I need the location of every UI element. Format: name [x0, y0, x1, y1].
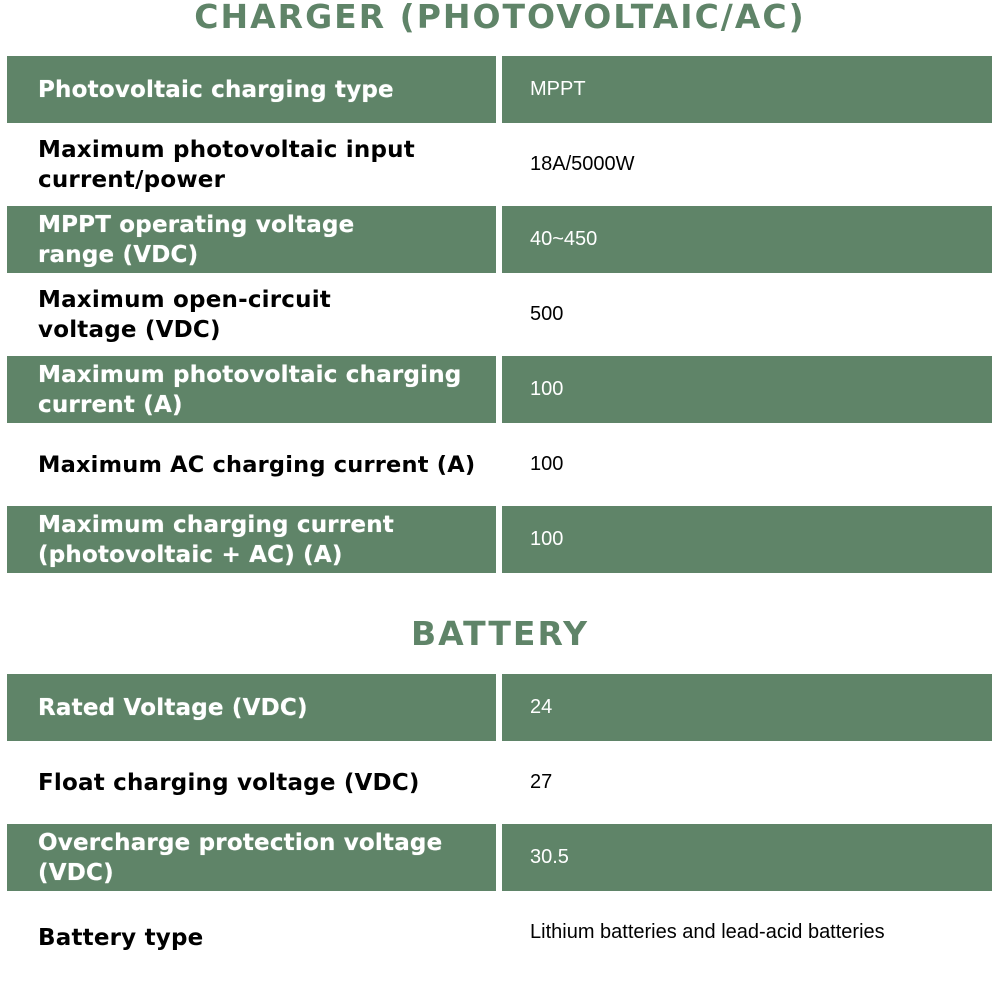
spec-label: MPPT operating voltage range (VDC) [7, 206, 496, 273]
spec-label: Maximum open-circuit voltage (VDC) [38, 286, 331, 343]
spec-label: Float charging voltage (VDC) [38, 769, 420, 796]
table-row [7, 899, 992, 966]
charger-spec-table [7, 56, 992, 573]
spec-value: 500 [530, 303, 564, 325]
spec-label: Maximum AC charging current (A) [38, 451, 476, 478]
spec-label: Maximum charging current (photovoltaic + AC) (A) [7, 506, 496, 573]
spec-label: Battery type [38, 924, 204, 951]
spec-label: Overcharge protection voltage (VDC) [7, 824, 496, 891]
table-row [7, 56, 992, 123]
spec-label: Photovoltaic charging type [7, 56, 496, 123]
spec-value: 18A/5000W [530, 153, 635, 175]
table-row [7, 824, 992, 891]
spec-label: Maximum photovoltaic input current/power [38, 136, 415, 193]
table-row [7, 431, 992, 498]
battery-section-title: BATTERY [411, 614, 589, 653]
spec-value: 27 [530, 771, 553, 793]
spec-value: MPPT [502, 56, 992, 123]
spec-value: 30.5 [502, 824, 992, 891]
spec-value: 24 [502, 674, 992, 741]
table-row [7, 674, 992, 741]
spec-label: Rated Voltage (VDC) [7, 674, 496, 741]
spec-value: 40~450 [502, 206, 992, 273]
table-row [7, 356, 992, 423]
table-row [7, 749, 992, 816]
table-row [7, 131, 992, 198]
charger-section-title: CHARGER (PHOTOVOLTAIC/AC) [194, 0, 806, 36]
spec-value: Lithium batteries and lead-acid batteries [530, 921, 885, 943]
spec-value: 100 [502, 506, 992, 573]
table-row [7, 506, 992, 573]
table-row [7, 206, 992, 273]
spec-value: 100 [530, 453, 564, 475]
spec-label: Maximum photovoltaic charging current (A) [7, 356, 496, 423]
table-row [7, 281, 992, 348]
spec-value: 100 [502, 356, 992, 423]
battery-spec-table [7, 674, 992, 966]
